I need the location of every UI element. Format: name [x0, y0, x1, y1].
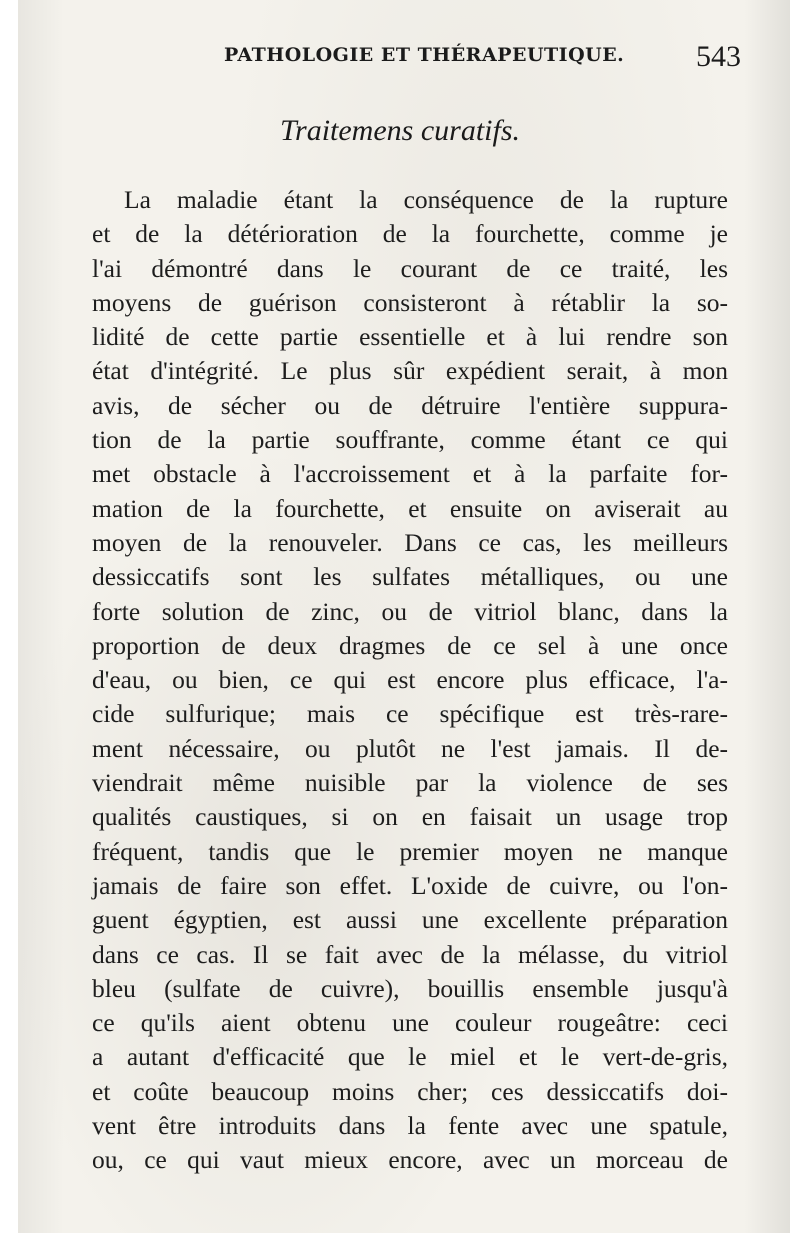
text-line: moyens de guérison consisteront à rétablir la so- [92, 287, 728, 317]
text-line: proportion de deux dragmes de ce sel à une once [92, 630, 728, 660]
text-line: ou, ce qui vaut mieux encore, avec un morceau de [92, 1145, 728, 1175]
text-line: d'eau, ou bien, ce qui est encore plus efficace, l'a- [92, 665, 728, 695]
text-line: qualités caustiques, si on en faisait un usage trop [92, 802, 728, 832]
text-line: cide sulfurique; mais ce spécifique est très-rare- [92, 699, 728, 729]
running-head: PATHOLOGIE ET THÉRAPEUTIQUE. [224, 44, 625, 66]
section-title: Traitemens curatifs. [279, 114, 520, 147]
text-line: La maladie étant la conséquence de la rupture [124, 185, 728, 214]
text-line: met obstacle à l'accroissement et à la parfaite for- [92, 459, 728, 489]
text-line: jamais de faire son effet. L'oxide de cuivre, ou l'on- [92, 870, 728, 900]
text-line: a autant d'efficacité que le miel et le vert-de-gris, [92, 1042, 728, 1072]
text-line: mation de la fourchette, et ensuite on aviserait au [92, 493, 728, 523]
text-line: ce qu'ils aient obtenu une couleur rougeâtre: ceci [92, 1008, 728, 1038]
text-line: l'ai démontré dans le courant de ce traité, les [92, 253, 728, 283]
text-line: état d'intégrité. Le plus sûr expédient serait, à mon [92, 356, 728, 386]
text-line: tion de la partie souffrante, comme étant ce qui [92, 425, 728, 455]
page-number: 543 [696, 40, 741, 73]
text-line: bleu (sulfate de cuivre), bouillis ensemble jusqu'à [92, 973, 728, 1003]
text-line: et coûte beaucoup moins cher; ces dessiccatifs doi- [92, 1076, 728, 1106]
text-line: vent être introduits dans la fente avec une spatule, [92, 1111, 728, 1141]
text-line: guent égyptien, est aussi une excellente préparation [92, 905, 728, 935]
body-paragraph [92, 183, 728, 1178]
text-line: dans ce cas. Il se fait avec de la mélasse, du vitriol [92, 939, 728, 969]
text-line: dessiccatifs sont les sulfates métalliques, ou une [92, 562, 728, 592]
text-line: moyen de la renouveler. Dans ce cas, les meilleurs [92, 527, 728, 557]
text-line: lidité de cette partie essentielle et à lui rendre son [92, 322, 728, 352]
text-line: et de la détérioration de la fourchette, comme je [92, 219, 728, 249]
text-line: viendrait même nuisible par la violence de ses [92, 768, 728, 798]
text-line: ment nécessaire, ou plutôt ne l'est jamais. Il de- [92, 733, 728, 763]
text-line: fréquent, tandis que le premier moyen ne manque [92, 836, 728, 866]
text-line: avis, de sécher ou de détruire l'entière suppura- [92, 390, 728, 420]
text-line: forte solution de zinc, ou de vitriol blanc, dans la [92, 596, 728, 626]
